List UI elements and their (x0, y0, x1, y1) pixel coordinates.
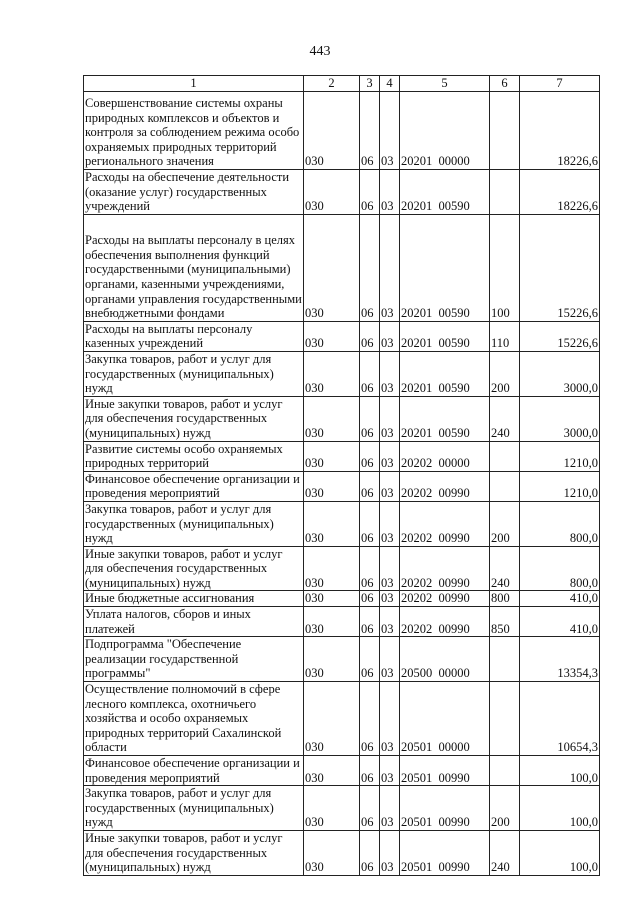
row-code: 030 (304, 546, 360, 591)
table-row (84, 831, 600, 876)
row-subsection: 03 (380, 637, 400, 682)
row-code: 030 (304, 441, 360, 471)
row-name: Иные закупки товаров, работ и услуг для обеспечения государственных (муниципальных) нужд (84, 396, 304, 441)
row-expense-type: 100 (490, 214, 520, 321)
row-section: 06 (360, 786, 380, 831)
table-row (84, 441, 600, 471)
table-row (84, 591, 600, 607)
row-code: 030 (304, 682, 360, 756)
row-amount: 100,0 (520, 786, 600, 831)
row-expense-type: 110 (490, 321, 520, 351)
table-row (84, 92, 600, 170)
column-header: 5 (400, 76, 490, 92)
column-header: 2 (304, 76, 360, 92)
row-expense-type: 800 (490, 591, 520, 607)
row-code: 030 (304, 637, 360, 682)
row-amount: 3000,0 (520, 396, 600, 441)
row-amount: 3000,0 (520, 351, 600, 396)
row-expense-type (490, 637, 520, 682)
row-expense-type: 200 (490, 351, 520, 396)
table-row (84, 471, 600, 501)
row-amount: 18226,6 (520, 92, 600, 170)
row-code: 030 (304, 471, 360, 501)
row-expense-type: 240 (490, 546, 520, 591)
row-subsection: 03 (380, 321, 400, 351)
row-section: 06 (360, 441, 380, 471)
row-section: 06 (360, 396, 380, 441)
row-amount: 1210,0 (520, 441, 600, 471)
row-expense-type (490, 92, 520, 170)
row-subsection: 03 (380, 607, 400, 637)
row-name: Закупка товаров, работ и услуг для государственных (муниципальных) нужд (84, 501, 304, 546)
row-target-article: 20202 00990 (400, 501, 490, 546)
row-target-article: 20201 00590 (400, 170, 490, 215)
row-code: 030 (304, 607, 360, 637)
row-name: Финансовое обеспечение организации и проведения мероприятий (84, 756, 304, 786)
row-section: 06 (360, 501, 380, 546)
column-header: 4 (380, 76, 400, 92)
row-code: 030 (304, 214, 360, 321)
column-header: 7 (520, 76, 600, 92)
row-subsection: 03 (380, 786, 400, 831)
row-section: 06 (360, 756, 380, 786)
row-expense-type: 240 (490, 396, 520, 441)
row-section: 06 (360, 591, 380, 607)
page-number: 443 (309, 44, 331, 59)
row-target-article: 20500 00000 (400, 637, 490, 682)
row-code: 030 (304, 831, 360, 876)
table-row (84, 637, 600, 682)
row-name: Осуществление полномочий в сфере лесного комплекса, охотничьего хозяйства и особо охраняемых природных территорий Сахалинской области (84, 682, 304, 756)
row-name: Подпрограмма "Обеспечение реализации государственной программы" (84, 637, 304, 682)
row-target-article: 20501 00000 (400, 682, 490, 756)
column-header: 3 (360, 76, 380, 92)
row-target-article: 20501 00990 (400, 831, 490, 876)
row-target-article: 20202 00990 (400, 546, 490, 591)
row-amount: 800,0 (520, 501, 600, 546)
row-subsection: 03 (380, 214, 400, 321)
row-subsection: 03 (380, 682, 400, 756)
row-name: Расходы на выплаты персоналу в целях обеспечения выполнения функций государственными (муниципальными) органами, казенными учреждениями, органами управления государственными внебюджетными фондами (84, 214, 304, 321)
row-name: Закупка товаров, работ и услуг для государственных (муниципальных) нужд (84, 786, 304, 831)
row-amount: 15226,6 (520, 321, 600, 351)
row-section: 06 (360, 637, 380, 682)
row-name: Иные закупки товаров, работ и услуг для обеспечения государственных (муниципальных) нужд (84, 546, 304, 591)
table-row (84, 607, 600, 637)
row-target-article: 20202 00990 (400, 607, 490, 637)
row-target-article: 20202 00990 (400, 591, 490, 607)
row-target-article: 20201 00590 (400, 351, 490, 396)
table-header-row (84, 76, 600, 92)
row-subsection: 03 (380, 756, 400, 786)
row-target-article: 20201 00000 (400, 92, 490, 170)
row-code: 030 (304, 396, 360, 441)
row-section: 06 (360, 351, 380, 396)
row-amount: 15226,6 (520, 214, 600, 321)
row-section: 06 (360, 546, 380, 591)
row-target-article: 20202 00000 (400, 441, 490, 471)
row-name: Развитие системы особо охраняемых природных территорий (84, 441, 304, 471)
row-amount: 10654,3 (520, 682, 600, 756)
row-code: 030 (304, 170, 360, 215)
row-code: 030 (304, 92, 360, 170)
row-target-article: 20201 00590 (400, 214, 490, 321)
row-target-article: 20201 00590 (400, 321, 490, 351)
row-expense-type: 200 (490, 501, 520, 546)
row-amount: 1210,0 (520, 471, 600, 501)
budget-table (83, 75, 600, 876)
row-expense-type (490, 682, 520, 756)
row-subsection: 03 (380, 170, 400, 215)
row-amount: 410,0 (520, 591, 600, 607)
table-row (84, 546, 600, 591)
row-subsection: 03 (380, 546, 400, 591)
row-name: Иные закупки товаров, работ и услуг для обеспечения государственных (муниципальных) нужд (84, 831, 304, 876)
row-name: Уплата налогов, сборов и иных платежей (84, 607, 304, 637)
row-section: 06 (360, 607, 380, 637)
row-amount: 800,0 (520, 546, 600, 591)
row-name: Расходы на обеспечение деятельности (оказание услуг) государственных учреждений (84, 170, 304, 215)
row-code: 030 (304, 591, 360, 607)
row-target-article: 20501 00990 (400, 756, 490, 786)
row-amount: 100,0 (520, 831, 600, 876)
row-code: 030 (304, 786, 360, 831)
row-section: 06 (360, 170, 380, 215)
row-expense-type: 850 (490, 607, 520, 637)
column-header: 6 (490, 76, 520, 92)
row-subsection: 03 (380, 471, 400, 501)
row-section: 06 (360, 214, 380, 321)
row-target-article: 20501 00990 (400, 786, 490, 831)
row-expense-type: 240 (490, 831, 520, 876)
row-code: 030 (304, 501, 360, 546)
row-expense-type (490, 471, 520, 501)
row-subsection: 03 (380, 351, 400, 396)
table-row (84, 396, 600, 441)
table-row (84, 501, 600, 546)
table-row (84, 351, 600, 396)
row-target-article: 20201 00590 (400, 396, 490, 441)
table-row (84, 214, 600, 321)
row-amount: 410,0 (520, 607, 600, 637)
row-amount: 100,0 (520, 756, 600, 786)
row-section: 06 (360, 471, 380, 501)
row-subsection: 03 (380, 591, 400, 607)
table-row (84, 786, 600, 831)
row-name: Совершенствование системы охраны природных комплексов и объектов и контроля за соблюдением режима особо охраняемых природных территорий регионального значения (84, 92, 304, 170)
row-expense-type (490, 441, 520, 471)
row-name: Финансовое обеспечение организации и проведения мероприятий (84, 471, 304, 501)
row-amount: 18226,6 (520, 170, 600, 215)
column-header: 1 (84, 76, 304, 92)
row-section: 06 (360, 682, 380, 756)
row-amount: 13354,3 (520, 637, 600, 682)
row-code: 030 (304, 756, 360, 786)
row-name: Расходы на выплаты персоналу казенных учреждений (84, 321, 304, 351)
row-subsection: 03 (380, 501, 400, 546)
row-expense-type: 200 (490, 786, 520, 831)
row-subsection: 03 (380, 396, 400, 441)
table-row (84, 682, 600, 756)
row-name: Иные бюджетные ассигнования (84, 591, 304, 607)
table-row (84, 170, 600, 215)
row-target-article: 20202 00990 (400, 471, 490, 501)
row-section: 06 (360, 831, 380, 876)
row-code: 030 (304, 351, 360, 396)
row-subsection: 03 (380, 92, 400, 170)
row-subsection: 03 (380, 441, 400, 471)
row-section: 06 (360, 321, 380, 351)
table-row (84, 756, 600, 786)
row-subsection: 03 (380, 831, 400, 876)
row-expense-type (490, 756, 520, 786)
row-expense-type (490, 170, 520, 215)
row-code: 030 (304, 321, 360, 351)
row-name: Закупка товаров, работ и услуг для государственных (муниципальных) нужд (84, 351, 304, 396)
row-section: 06 (360, 92, 380, 170)
table-row (84, 321, 600, 351)
